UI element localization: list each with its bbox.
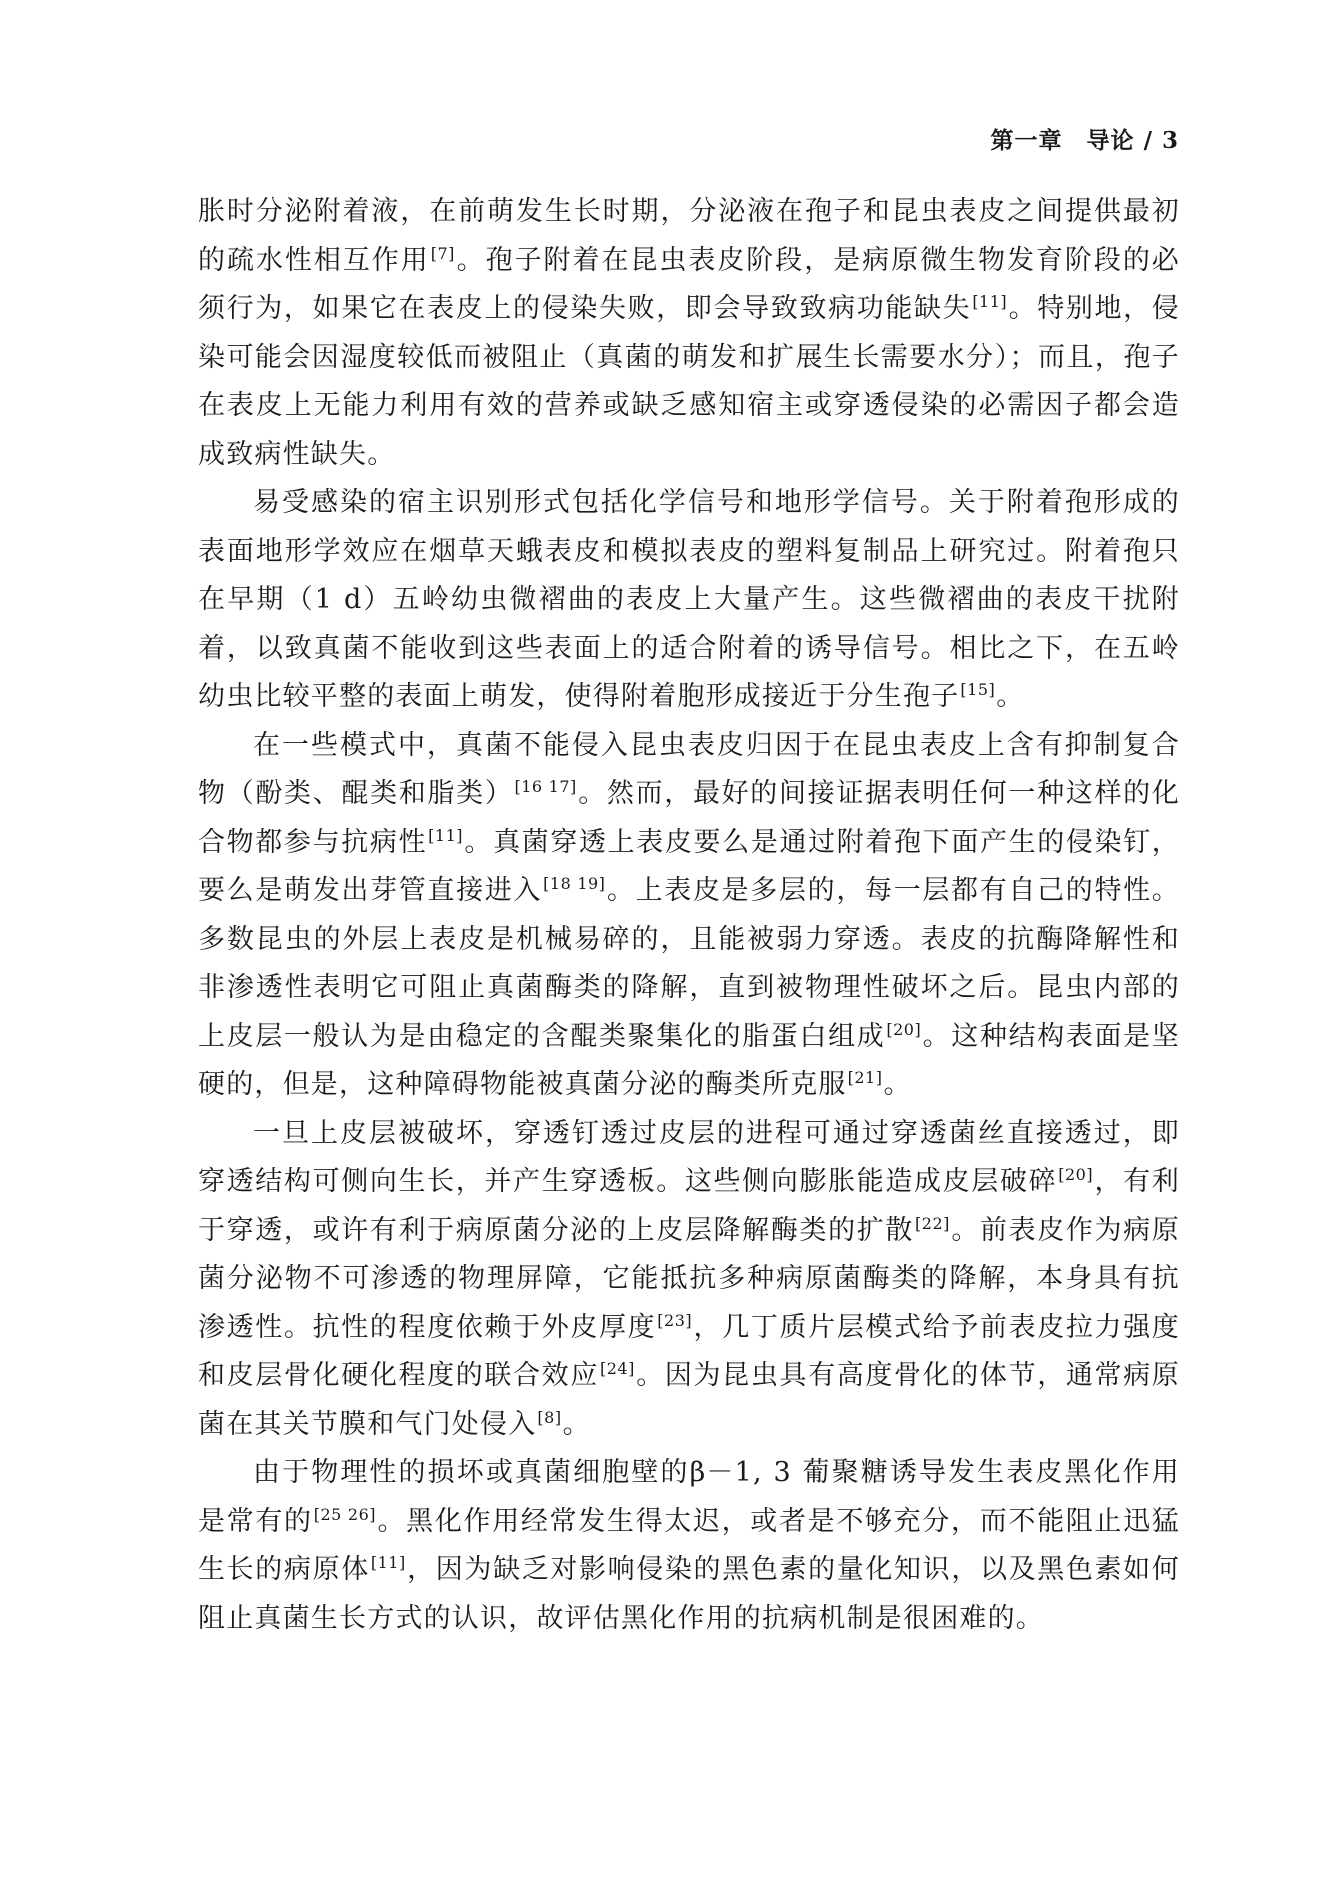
body-text — [198, 188, 1180, 1643]
chapter-title: 导论 — [1086, 127, 1135, 154]
text-run: 在一些模式中，真菌不能侵入昆虫表皮归因于在昆虫表皮上含有抑制复合物（酚类、醌类和脂类） — [198, 729, 1180, 809]
text-run: ，因为缺乏对影响侵染的黑色素的量化知识，以及黑色素如何阻止真菌生长方式的认识，故评估黑化作用的抗病机制是很困难的。 — [198, 1554, 1181, 1634]
text-run: 。 — [883, 1069, 912, 1100]
citation-ref: [18 19] — [543, 874, 606, 893]
text-run: 由于物理性的损坏或真菌细胞壁的β－1, 3 葡聚糖诱导发生表皮黑化作用是常有的 — [198, 1457, 1180, 1537]
citation-ref: [20] — [886, 1019, 922, 1039]
text-run: 。然而，最好的间接证据表明任何一种这样的化合物都参与抗病性 — [198, 778, 1181, 858]
paragraph-1 — [198, 188, 1180, 479]
citation-ref: [7] — [430, 243, 455, 263]
citation-ref: [22] — [915, 1213, 950, 1233]
text-run: 。因为昆虫具有高度骨化的体节，通常病原菌在其关节膜和气门处侵入 — [198, 1360, 1180, 1440]
citation-ref: [23] — [657, 1310, 693, 1330]
citation-ref: [16 17] — [514, 777, 577, 796]
text-run: 胀时分泌附着液，在前萌发生长时期，分泌液在孢子和昆虫表皮之间提供最初的疏水性相互作用 — [198, 196, 1180, 276]
citation-ref: [11] — [370, 1553, 406, 1572]
citation-ref: [25 26] — [313, 1504, 376, 1524]
header-separator: / — [1143, 127, 1153, 154]
text-run: 。真菌穿透上表皮要么是通过附着孢下面产生的侵染钉，要么是萌发出芽管直接进入 — [198, 826, 1181, 906]
running-header — [991, 122, 1179, 155]
chapter-label: 第一章 — [990, 127, 1063, 154]
text-run: 易受感染的宿主识别形式包括化学信号和地形学信号。关于附着孢形成的表面地形学效应在烟草天蛾表皮和模拟表皮的塑料复制品上研究过。附着孢只在早期（1 d）五岭幼虫微褶曲的表皮上大量产生。这些微褶曲的表皮干扰附着，以致真菌不能收到这些表面上的适合附着的诱导信号。相比之下，在五岭幼虫比较平整的表面上萌发，使得附着胞形成接近于分生孢子 — [198, 487, 1180, 712]
citation-ref: [21] — [847, 1068, 883, 1087]
paragraph-3 — [198, 722, 1180, 1110]
page-number: 3 — [1161, 127, 1179, 154]
paragraph-2 — [198, 479, 1180, 722]
text-run: 一旦上皮层被破坏，穿透钉透过皮层的进程可通过穿透菌丝直接透过，即穿透结构可侧向生长，并产生穿透板。这些侧向膨胀能造成皮层破碎 — [198, 1117, 1180, 1197]
paragraph-5 — [198, 1449, 1180, 1643]
text-run: 。黑化作用经常发生得太迟，或者是不够充分，而不能阻止迅猛生长的病原体 — [198, 1505, 1180, 1585]
text-run: 。前表皮作为病原菌分泌物不可渗透的物理屏障，它能抵抗多种病原菌酶类的降解，本身具有抗渗透性。抗性的程度依赖于外皮厚度 — [198, 1214, 1181, 1343]
text-run: 。 — [562, 1408, 591, 1440]
citation-ref: [15] — [960, 680, 996, 699]
citation-ref: [8] — [537, 1407, 562, 1427]
text-run: 。 — [996, 681, 1025, 712]
citation-ref: [24] — [599, 1359, 635, 1378]
citation-ref: [11] — [972, 292, 1008, 311]
text-run: 。特别地，侵染可能会因湿度较低而被阻止（真菌的萌发和扩展生长需要水分）；而且，孢子在表皮上无能力利用有效的营养或缺乏感知宿主或穿透侵染的必需因子都会造成致病性缺失。 — [198, 293, 1181, 470]
citation-ref: [20] — [1058, 1165, 1094, 1184]
text-run: 。孢子附着在昆虫表皮阶段，是病原微生物发育阶段的必须行为，如果它在表皮上的侵染失败，即会导致致病功能缺失 — [198, 244, 1180, 324]
text-run: ，有利于穿透，或许有利于病原菌分泌的上皮层降解酶类的扩散 — [198, 1166, 1181, 1246]
text-run: ，几丁质片层模式给予前表皮拉力强度和皮层骨化硬化程度的联合效应 — [198, 1311, 1181, 1391]
text-run: 。这种结构表面是坚硬的，但是，这种障碍物能被真菌分泌的酶类所克服 — [198, 1020, 1180, 1100]
citation-ref: [11] — [428, 825, 463, 845]
text-run: 。上表皮是多层的，每一层都有自己的特性。多数昆虫的外层上表皮是机械易碎的，且能被弱力穿透。表皮的抗酶降解性和非渗透性表明它可阻止真菌酶类的降解，直到被物理性破坏之后。昆虫内部的上皮层一般认为是由稳定的含醌类聚集化的脂蛋白组成 — [198, 875, 1181, 1052]
paragraph-4 — [198, 1110, 1180, 1450]
